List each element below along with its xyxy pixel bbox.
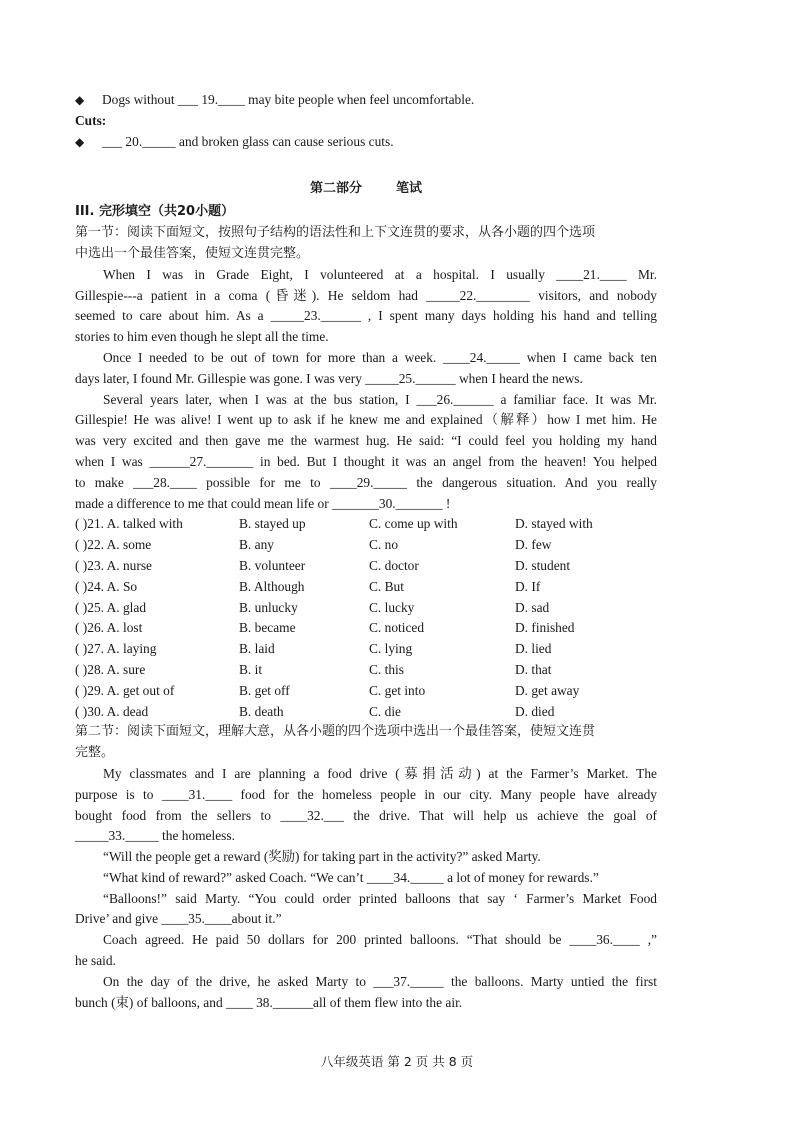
passage-line: “What kind of reward?” asked Coach. “We can’t ____34._____ a lot of money for rewards.” [103, 869, 599, 885]
option-choice: D. stayed with [515, 516, 593, 532]
passage-line: Gillespie! He was alive! I went up to ask if he knew me and explained（解释）how I met him. He [75, 412, 657, 428]
option-choice: C. get into [369, 682, 426, 698]
option-choice: B. became [239, 620, 296, 636]
page-footer: 八年级英语 第 2 页 共 8 页 [320, 1054, 474, 1069]
passage-line: “Balloons!” said Marty. “You could order printed balloons that say ‘ Farmer’s Market Food [103, 890, 657, 906]
diamond-bullet-icon: ◆ [75, 93, 85, 107]
option-choice: B. stayed up [239, 516, 306, 532]
part-2-title [75, 176, 657, 202]
option-row [75, 598, 635, 619]
option-choice: C. lying [369, 641, 413, 657]
option-choice: D. finished [515, 620, 575, 636]
option-choice: B. volunteer [239, 557, 306, 573]
passage-line: made a difference to me that could mean life or _______30._______ ! [75, 495, 451, 511]
option-choice: C. doctor [369, 557, 419, 573]
passage-line: when I was ______27._______ in bed. But I thought it was an angel from the heaven! You helped [75, 453, 657, 469]
option-choice: B. unlucky [239, 599, 298, 615]
option-row [75, 660, 635, 681]
passage-line: Once I needed to be out of town for more than a week. ____24._____ when I came back ten [103, 349, 657, 365]
option-choice: D. get away [515, 682, 580, 698]
option-choice: D. died [515, 703, 555, 719]
options-table-1 [75, 514, 635, 722]
option-choice: B. any [239, 537, 274, 553]
question-option-a: ( )28. A. sure [75, 661, 146, 677]
passage-1 [75, 265, 657, 515]
option-choice: D. sad [515, 599, 550, 615]
option-choice: C. die [369, 703, 401, 719]
item-20-text: ___ 20._____ and broken glass can cause serious cuts. [102, 133, 394, 149]
option-choice: D. that [515, 661, 552, 677]
passage-line: was very excited and then gave me the warmest hug. He said: “I could feel you holding my hand [75, 433, 657, 449]
passage-line: Gillespie---a patient in a coma (昏迷). He seldom had _____22.________ visitors, and nobody [75, 287, 657, 303]
part-2-title-b: 笔试 [396, 181, 423, 197]
option-choice: C. lucky [369, 599, 415, 615]
passage-line: Several years later, when I was at the bus station, I ___26.______ a familiar face. It was Mr. [103, 391, 657, 407]
question-option-a: ( )29. A. get out of [75, 682, 175, 698]
sub1-instruction-line-2: 中选出一个最佳答案，使短文连贯完整。 [75, 245, 310, 261]
passage-line: stories to him even though he slept all the time. [75, 329, 329, 345]
option-choice: D. If [515, 578, 541, 594]
part-2-title-a: 第二部分 [309, 181, 362, 197]
passage-line: bunch (束) of balloons, and ____ 38.______all of them flew into the air. [75, 994, 463, 1010]
option-choice: B. Although [239, 578, 305, 594]
question-option-a: ( )22. A. some [75, 537, 152, 553]
option-choice: D. few [515, 537, 552, 553]
question-option-a: ( )21. A. talked with [75, 516, 183, 532]
option-row [75, 639, 635, 660]
question-option-a: ( )30. A. dead [75, 703, 149, 719]
option-row [75, 577, 635, 598]
item-20 [75, 132, 657, 153]
option-row [75, 556, 635, 577]
option-row [75, 535, 635, 556]
passage-line: seemed to care about him. As a _____23.______ , I spent many days holding his hand and telling [75, 308, 657, 324]
passage-line: When I was in Grade Eight, I volunteered at a hospital. I usually ____21.____ Mr. [103, 266, 657, 282]
passage-line: days later, I found Mr. Gillespie was gone. I was very _____25.______ when I heard the news. [75, 370, 583, 386]
sub2-instruction-line-2: 完整。 [75, 745, 115, 761]
option-row [75, 618, 635, 639]
option-choice: B. it [239, 661, 263, 677]
passage-line: purpose is to ____31.____ food for the homeless people in our city. Many people have already [75, 786, 657, 802]
option-choice: C. no [369, 537, 399, 553]
section-3-heading: III. 完形填空（共20小题） [75, 204, 235, 220]
question-option-a: ( )27. A. laying [75, 641, 157, 657]
item-19 [75, 90, 657, 111]
option-choice: C. this [369, 661, 404, 677]
option-row [75, 702, 635, 723]
diamond-bullet-icon: ◆ [75, 134, 85, 149]
item-19-text: Dogs without ___ 19.____ may bite people when feel uncomfortable. [102, 92, 475, 107]
exam-page [75, 90, 657, 1013]
option-choice: D. student [515, 557, 571, 573]
option-choice: C. But [369, 578, 404, 594]
option-choice: B. get off [239, 682, 290, 698]
cuts-label: Cuts: [75, 112, 107, 128]
passage-line: Drive’ and give ____35.____about it.” [75, 911, 282, 927]
passage-2 [75, 764, 657, 1014]
passage-line: “Will the people get a reward (奖励) for taking part in the activity?” asked Marty. [103, 849, 541, 865]
option-row [75, 681, 635, 702]
question-option-a: ( )26. A. lost [75, 620, 143, 636]
option-choice: D. lied [515, 641, 552, 657]
option-choice: B. death [239, 703, 284, 719]
passage-line: bought food from the sellers to ____32.___ the drive. That will help us achieve the goal of [75, 807, 657, 823]
passage-line: to make ___28.____ possible for me to ____29._____ the dangerous situation. And you really [75, 474, 657, 490]
sub2-instruction-line-1: 第二节：阅读下面短文，理解大意，从各小题的四个选项中选出一个最佳答案，使短文连贯 [75, 724, 596, 740]
option-choice: C. noticed [369, 620, 425, 636]
option-choice: B. laid [239, 641, 275, 657]
passage-line: My classmates and I are planning a food drive (募捐活动) at the Farmer’s Market. The [103, 765, 657, 781]
sub1-instruction-line-1: 第一节：阅读下面短文，按照句子结构的语法性和上下文连贯的要求，从各小题的四个选项 [75, 225, 596, 241]
question-option-a: ( )24. A. So [75, 578, 138, 594]
passage-line: Coach agreed. He paid 50 dollars for 200 printed balloons. “That should be ____36.____ ,” [103, 932, 657, 948]
passage-line: he said. [75, 953, 116, 969]
passage-line: On the day of the drive, he asked Marty to ___37._____ the balloons. Marty untied the first [103, 973, 657, 989]
question-option-a: ( )23. A. nurse [75, 557, 152, 573]
question-option-a: ( )25. A. glad [75, 599, 147, 615]
option-row [75, 514, 635, 535]
option-choice: C. come up with [369, 516, 458, 532]
passage-line: _____33._____ the homeless. [75, 828, 235, 844]
